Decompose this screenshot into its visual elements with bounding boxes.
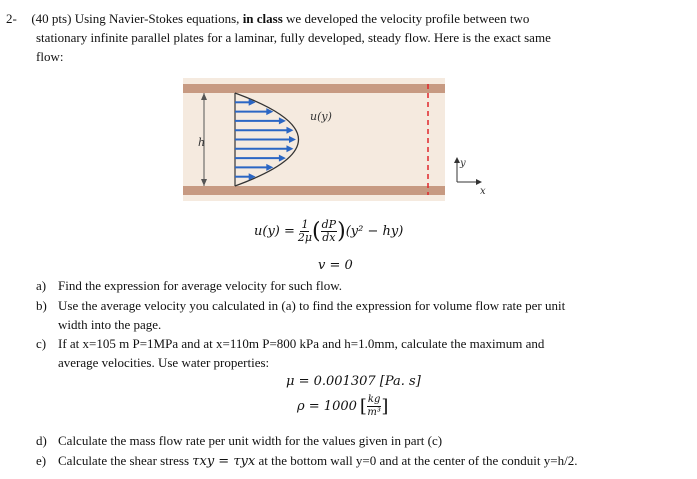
bottom-plate: [183, 186, 445, 195]
part-e: [36, 452, 577, 470]
problem-line-2: stationary infinite parallel plates for a laminar, fully developed, steady flow. Here is the exact same: [36, 30, 551, 45]
u-of-y-label: u(y): [310, 110, 332, 123]
y-axis-label: y: [460, 158, 466, 169]
mu-equation: μ = 0.001307 [Pa. s]: [286, 374, 421, 389]
part-c-text-2: average velocities. Use water properties:: [58, 355, 270, 370]
part-b-text-1: Use the average velocity you calculated in (a) to find the expression for volume flow rate per unit: [58, 298, 566, 313]
h-label: h: [198, 136, 206, 149]
flow-channel: [183, 78, 445, 201]
v-equation: v = 0: [318, 258, 353, 273]
part-d-text: Calculate the mass flow rate per unit width for the values given in part (c): [58, 433, 443, 448]
problem-intro-a: Using Navier-Stokes equations,: [74, 11, 240, 26]
rho-equation: ρ = 1000 [ $\frac{kg}{\text{m³}}$ ]: [297, 394, 389, 418]
part-d: [36, 432, 442, 449]
fraction-one-over-two-mu: $\frac{1}{2\mu}$: [297, 218, 313, 244]
part-e-text-a: Calculate the shear stress: [58, 453, 190, 468]
equation-tail: (y² − hy): [345, 224, 404, 239]
part-c-label: c): [36, 336, 47, 351]
part-e-text-b: at the bottom wall y=0 and at the center of the conduit y=h/2.: [258, 453, 578, 468]
part-d-label: d): [36, 433, 47, 448]
problem-intro-b: we developed the velocity profile between two: [286, 11, 530, 26]
part-c-text-1: If at x=105 m P=1MPa and at x=110m P=800 kPa and h=1.0mm, calculate the maximum and: [58, 336, 545, 351]
part-c-line-1: [36, 335, 544, 352]
part-b-label: b): [36, 298, 47, 313]
part-b-text-2: width into the page.: [58, 317, 162, 332]
top-plate: [183, 84, 445, 93]
shear-stress-symbol: τxy = τyx: [192, 454, 256, 469]
part-a-label: a): [36, 278, 47, 293]
rho-lhs: ρ = 1000: [297, 399, 357, 414]
equation-lhs: u(y) =: [254, 224, 295, 239]
problem-intro-bold: in class: [242, 11, 283, 26]
x-axis-arrow-icon: [476, 179, 482, 185]
fraction-dp-dx: $\frac{dP}{dx}$: [321, 218, 337, 244]
x-axis-label: x: [480, 186, 486, 197]
part-e-label: e): [36, 453, 47, 468]
velocity-profile-figure: [180, 78, 500, 216]
problem-line-1: [6, 10, 529, 27]
part-a-text: Find the expression for average velocity for such flow.: [58, 278, 342, 293]
problem-line-3: flow:: [36, 49, 64, 64]
velocity-equation: u(y) = $\frac{1}{2\mu}$ ( $\frac{dP}{dx}$ ) (y² − hy): [254, 218, 404, 244]
problem-points: (40 pts): [31, 11, 72, 26]
part-a: [36, 277, 342, 294]
problem-number: 2-: [6, 11, 17, 26]
rho-unit-fraction: $\frac{kg}{\text{m³}}$: [367, 394, 381, 418]
part-b-line-1: [36, 297, 565, 314]
